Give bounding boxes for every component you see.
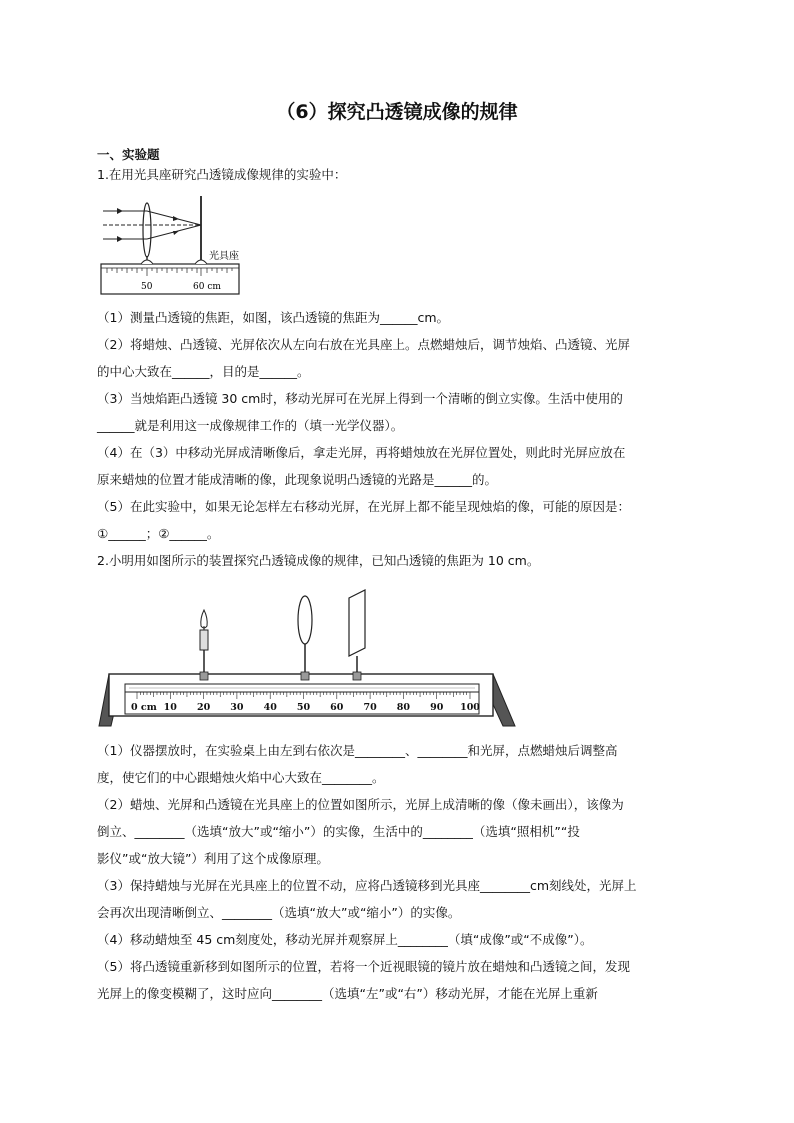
- optical-bench-figure: [97, 588, 517, 730]
- q2-line-3: （2）蜡烛、光屏和凸透镜在光具座上的位置如图所示，光屏上成清晰的像（像未画出），该像为: [97, 797, 624, 812]
- q2-line-7: 会再次出现清晰倒立、________（选填“放大”或“缩小”）的实像。: [97, 905, 461, 920]
- q1-line-1: （1）测量凸透镜的焦距，如图，该凸透镜的焦距为______cm。: [97, 310, 450, 325]
- ruler-label: 60: [330, 702, 344, 713]
- focal-length-figure: [97, 190, 257, 296]
- q1-line-9: ①______；②______。: [97, 526, 220, 541]
- tick-label-50: 50: [141, 282, 153, 292]
- light-screen: [349, 590, 365, 680]
- q2-line-10: 光屏上的像变模糊了，这时应向________（选填“左”或“右”）移动光屏，才能在光屏上重新: [97, 986, 598, 1001]
- q1-line-7: 原来蜡烛的位置才能成清晰的像，此现象说明凸透镜的光路是______的。: [97, 472, 498, 487]
- section-heading: 一、实验题: [97, 147, 160, 162]
- ruler-label: 90: [430, 702, 444, 713]
- q1-line-4: （3）当烛焰距凸透镜 30 cm时，移动光屏可在光屏上得到一个清晰的倒立实像。生活中使用的: [97, 391, 623, 406]
- convex-lens: [298, 596, 312, 680]
- q1-line-3: 的中心大致在______，目的是______。: [97, 364, 310, 379]
- tick-label-60: 60 cm: [193, 282, 221, 292]
- question-2-stem: 2.小明用如图所示的装置探究凸透镜成像的规律，已知凸透镜的焦距为 10 cm。: [97, 553, 540, 568]
- q2-line-5: 影仪”或“放大镜”）利用了这个成像原理。: [97, 851, 329, 866]
- q2-line-6: （3）保持蜡烛与光屏在光具座上的位置不动，应将凸透镜移到光具座________cm刻线处，光屏上: [97, 878, 637, 893]
- question-1-stem: 1.在用光具座研究凸透镜成像规律的实验中：: [97, 167, 347, 182]
- ruler-label: 50: [296, 702, 311, 713]
- q2-line-9: （5）将凸透镜重新移到如图所示的位置，若将一个近视眼镜的镜片放在蜡烛和凸透镜之间，发现: [97, 959, 630, 974]
- q2-line-2: 度，使它们的中心跟蜡烛火焰中心大致在________。: [97, 770, 385, 785]
- page-title: （6）探究凸透镜成像的规律: [276, 101, 518, 123]
- ruler-label: 0 cm: [131, 702, 157, 713]
- q1-line-8: （5）在此实验中，如果无论怎样左右移动光屏，在光屏上都不能呈现烛焰的像，可能的原因是：: [97, 499, 630, 514]
- q1-line-5: ______就是利用这一成像规律工作的（填一光学仪器）。: [97, 418, 404, 433]
- ruler-label: 30: [230, 702, 244, 713]
- ruler-label: 40: [263, 702, 277, 713]
- q1-line-6: （4）在（3）中移动光屏成清晰像后，拿走光屏，再将蜡烛放在光屏位置处，则此时光屏应放在: [97, 445, 626, 460]
- ruler-label: 100: [460, 702, 480, 713]
- q2-line-1: （1）仪器摆放时，在实验桌上由左到右依次是________、________和光屏，点燃蜡烛后调整高: [97, 743, 618, 758]
- q2-line-8: （4）移动蜡烛至 45 cm刻度处，移动光屏并观察屏上________（填“成像”或“不成像”）。: [97, 932, 593, 947]
- ruler-label: 70: [363, 702, 377, 713]
- ruler-label: 10: [163, 702, 177, 713]
- q2-line-4: 倒立、________（选填“放大”或“缩小”）的实像，生活中的________（选填“照相机”“投: [97, 824, 580, 839]
- ruler-label: 20: [196, 702, 211, 713]
- ruler-label: 80: [396, 702, 411, 713]
- bench-label: 光具座: [209, 251, 239, 262]
- q1-line-2: （2）将蜡烛、凸透镜、光屏依次从左向右放在光具座上。点燃蜡烛后，调节烛焰、凸透镜、光屏: [97, 337, 630, 352]
- candle: [200, 610, 208, 680]
